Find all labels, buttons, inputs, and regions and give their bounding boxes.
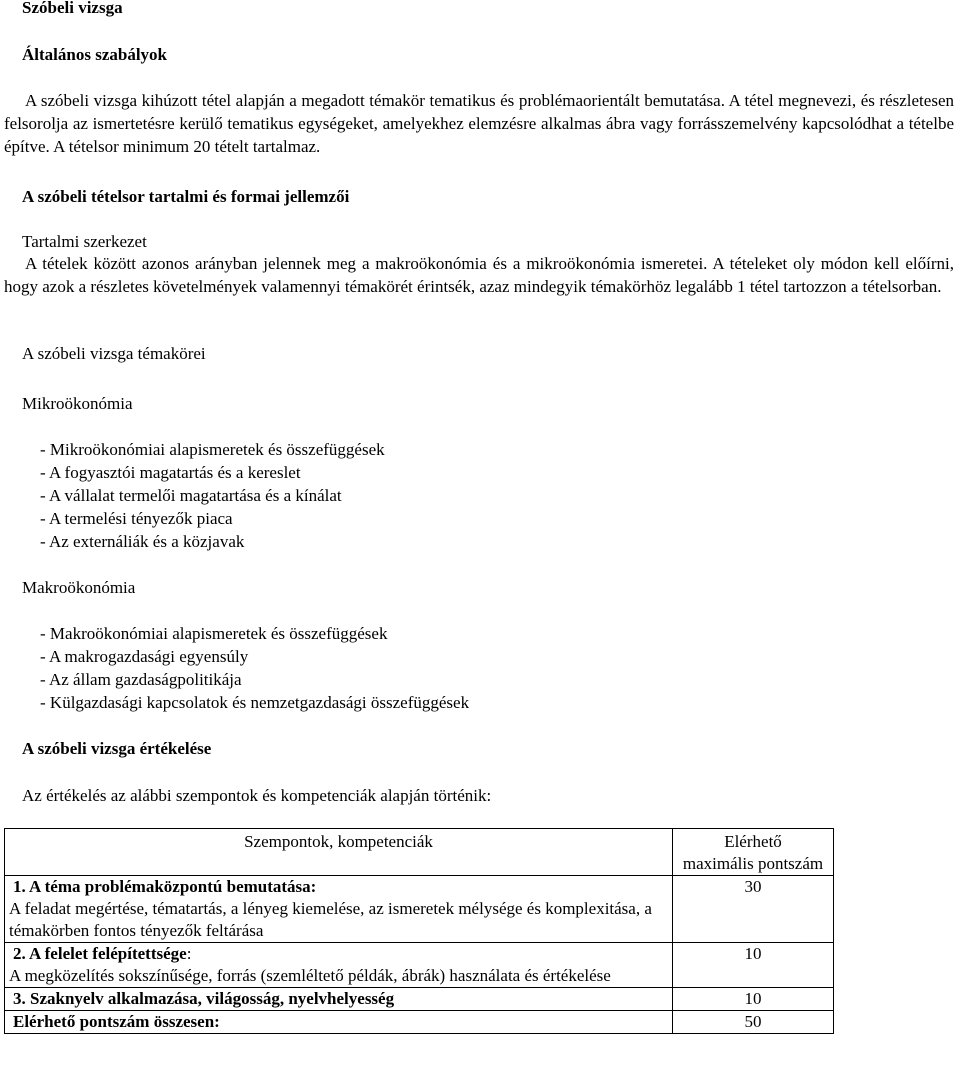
content-structure-label: Tartalmi szerkezet [22,232,147,251]
list-item: - A termelési tényezők piaca [40,509,233,528]
general-rules-paragraph: A szóbeli vizsga kihúzott tétel alapján a megadott témakör tematikus és problémaorientált bemutatása. A tétel megnevezi, és részletesen felsorolja az ismertetésre kerülő tematikus egységeket, amelyekhez elemzésre alkalmas ábra vagy forrásszemelvény kapcsolódhat a tételbe építve. A tételsor minimum 20 tételt tartalmaz. [4,91,954,156]
header-points-line1: Elérhető [724,832,782,851]
section-heading-general-rules: Általános szabályok [22,45,167,64]
criteria-cell [5,943,673,988]
micro-topic-list [40,438,385,553]
header-criteria [5,829,673,876]
header-criteria-text: Szempontok, kompetenciák [244,832,433,851]
list-item: - Makroökonómiai alapismeretek és összefüggések [40,624,388,643]
points-cell: 10 [673,943,834,988]
section-heading-evaluation: A szóbeli vizsga értékelése [22,739,212,758]
list-item: - A fogyasztói magatartás és a kereslet [40,463,301,482]
criteria-cell [5,876,673,943]
list-item: - Az externáliák és a közjavak [40,532,245,551]
criteria-title: 2. A felelet felépítettsége [13,944,187,963]
list-item: - Külgazdasági kapcsolatok és nemzetgazdasági összefüggések [40,693,470,712]
list-item: - Az állam gazdaságpolitikája [40,670,242,689]
table-row [5,988,834,1011]
total-label: Elérhető pontszám összesen: [13,1012,220,1031]
page-title: Szóbeli vizsga [22,0,123,17]
table-row [5,876,834,943]
criteria-cell [5,988,673,1011]
criteria-title: 1. A téma problémaközpontú bemutatása: [13,877,317,896]
evaluation-table [4,828,834,1034]
list-item: - Mikroökonómiai alapismeretek és összefüggések [40,440,385,459]
points-cell: 30 [673,876,834,943]
header-points-line2: maximális pontszám [682,854,824,873]
topics-label: A szóbeli vizsga témakörei [22,344,206,363]
content-structure-paragraph: A tételek között azonos arányban jelennek meg a makroökonómia és a mikroökonómia ismeretei. A tételeket oly módon kell előírni, hogy azok a részletes követelmények valamennyi témakörét érintsék, azaz mindegyik témakörhöz legalább 1 tétel tartozzon a tételsorban. [4,254,954,296]
header-points [673,829,834,876]
criteria-title: 3. Szaknyelv alkalmazása, világosság, nyelvhelyesség [13,989,395,1008]
evaluation-intro: Az értékelés az alábbi szempontok és kompetenciák alapján történik: [22,786,492,805]
list-item: - A makrogazdasági egyensúly [40,647,249,666]
table-header-row [5,829,834,876]
section-heading-characteristics: A szóbeli tételsor tartalmi és formai jellemzői [22,187,350,206]
table-row [5,943,834,988]
total-label-cell [5,1011,673,1034]
list-item: - A vállalat termelői magatartása és a kínálat [40,486,342,505]
criteria-description: A feladat megértése, tématartás, a lényeg kiemelése, az ismeretek mélysége és komplexitása, a témakörben fontos tényezők feltárása [9,899,652,940]
macro-topic-list [40,622,469,714]
micro-label: Mikroökonómia [22,394,133,413]
macro-label: Makroökonómia [22,578,136,597]
points-cell: 10 [673,988,834,1011]
criteria-description: A megközelítés sokszínűsége, forrás (szemléltető példák, ábrák) használata és értékelése [9,966,611,985]
criteria-title-wrap [9,943,668,965]
criteria-title-suffix: : [186,944,192,963]
table-total-row [5,1011,834,1034]
total-points-cell: 50 [673,1011,834,1034]
